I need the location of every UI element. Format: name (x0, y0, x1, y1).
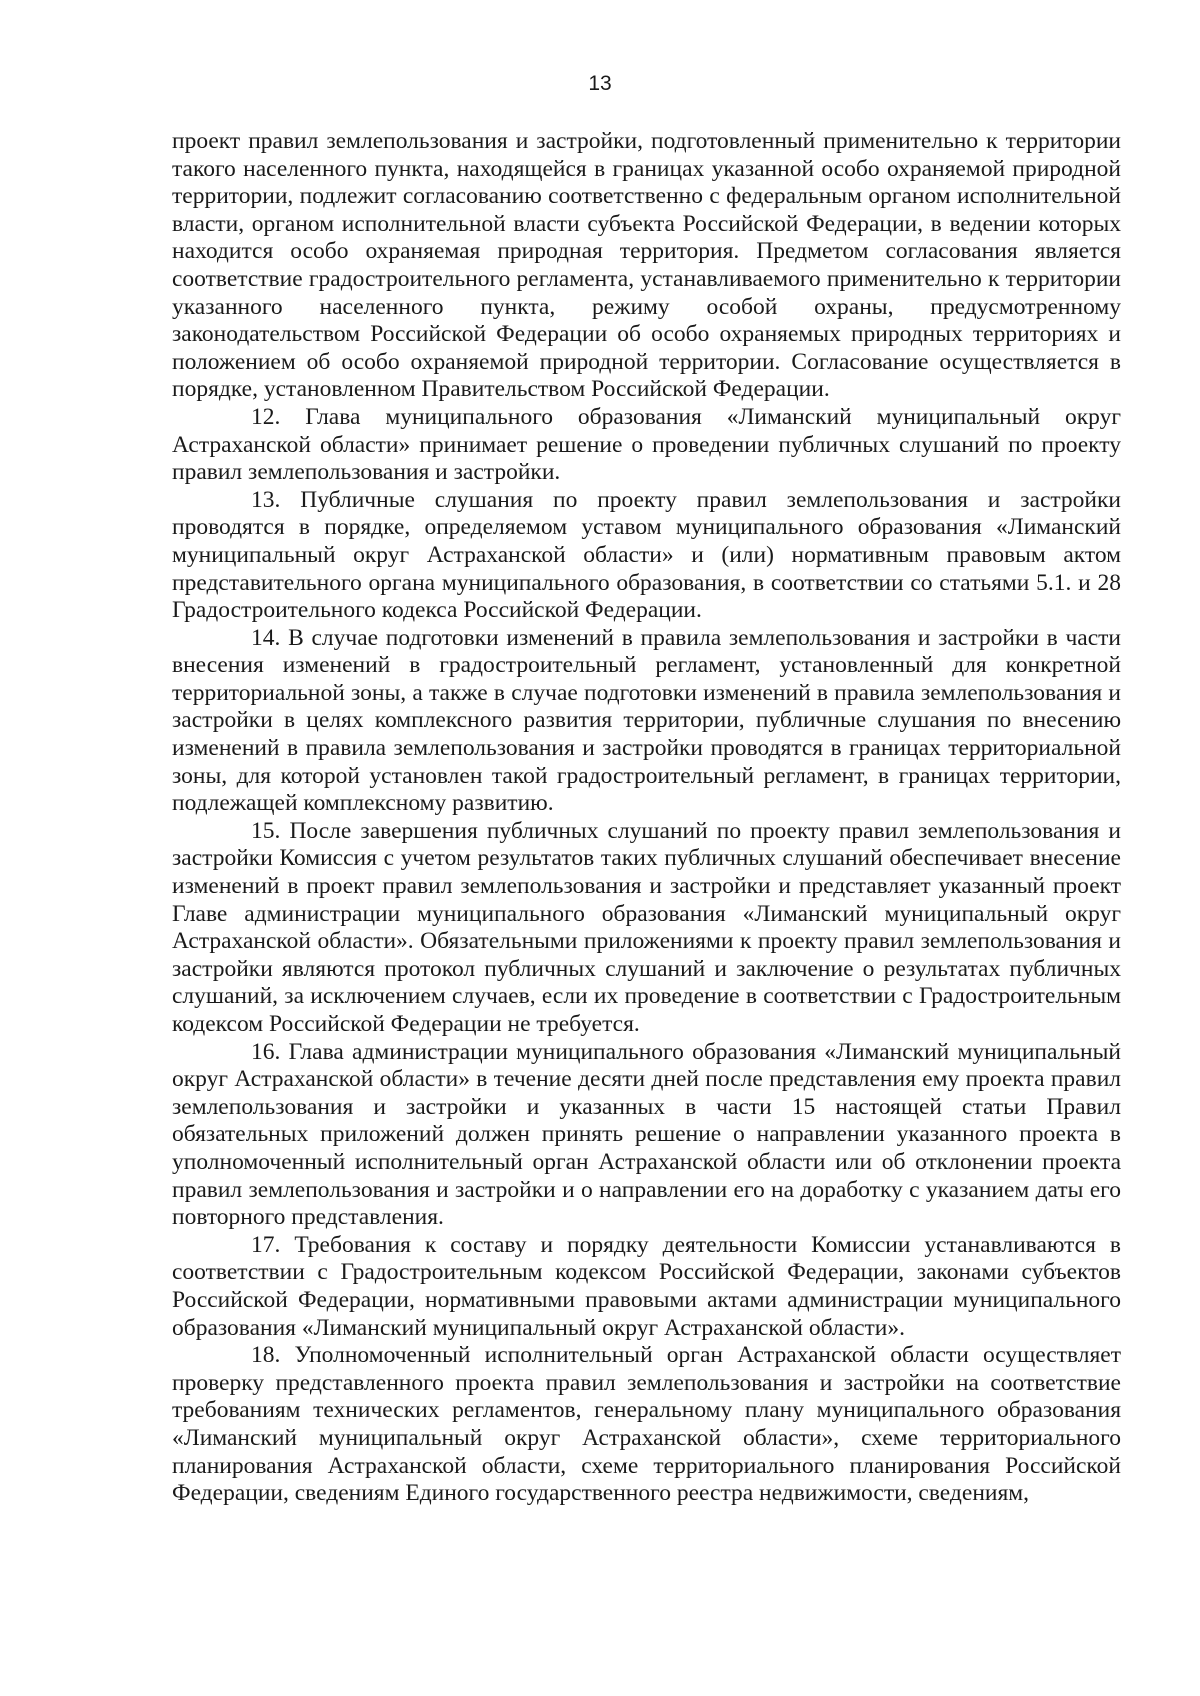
document-body (172, 128, 1121, 1508)
paragraph-item-17: 17. Требования к составу и порядку деятельности Комиссии устанавливаются в соответствии с Градостроительным кодексом Российской Федерации, законами субъектов Российской Федерации, нормативными правовыми актами администрации муниципального образования «Лиманский муниципальный округ Астраханской области». (172, 1231, 1121, 1341)
page-number: 13 (588, 72, 612, 95)
paragraph-item-18: 18. Уполномоченный исполнительный орган Астраханской области осуществляет проверку представленного проекта правил землепользования и застройки на соответствие требованиям технических регламентов, генеральному плану муниципального образования «Лиманский муниципальный округ Астраханской области», схеме территориального планирования Астраханской области, схеме территориального планирования Российской Федерации, сведениям Единого государственного реестра недвижимости, сведениям, (172, 1342, 1121, 1507)
paragraph-item-16: 16. Глава администрации муниципального образования «Лиманский муниципальный округ Астраханской области» в течение десяти дней после представления ему проекта правил землепользования и застройки и указанных в части 15 настоящей статьи Правил обязательных приложений должен принять решение о направлении указанного проекта в уполномоченный исполнительный орган Астраханской области или об отклонении проекта правил землепользования и застройки и о направлении его на доработку с указанием даты его повторного представления. (172, 1038, 1121, 1231)
paragraph-continuation: проект правил землепользования и застройки, подготовленный применительно к территории такого населенного пункта, находящейся в границах указанной особо охраняемой природной территории, подлежит согласованию соответственно с федеральным органом исполнительной власти, органом исполнительной власти субъекта Российской Федерации, в ведении которых находится особо охраняемая природная территория. Предметом согласования является соответствие градостроительного регламента, устанавливаемого применительно к территории указанного населенного пункта, режиму особой охраны, предусмотренному законодательством Российской Федерации об особо охраняемых природных территориях и положением об особо охраняемой природной территории. Согласование осуществляется в порядке, установленном Правительством Российской Федерации. (172, 128, 1121, 403)
paragraph-item-14: 14. В случае подготовки изменений в правила землепользования и застройки в части внесения изменений в градостроительный регламент, установленный для конкретной территориальной зоны, а также в случае подготовки изменений в правила землепользования и застройки в целях комплексного развития территории, публичные слушания по внесению изменений в правила землепользования и застройки проводятся в границах территориальной зоны, для которой установлен такой градостроительный регламент, в границах территории, подлежащей комплексному развитию. (172, 624, 1121, 817)
paragraph-item-12: 12. Глава муниципального образования «Лиманский муниципальный округ Астраханской области» принимает решение о проведении публичных слушаний по проекту правил землепользования и застройки. (172, 403, 1121, 486)
paragraph-item-13: 13. Публичные слушания по проекту правил землепользования и застройки проводятся в порядке, определяемом уставом муниципального образования «Лиманский муниципальный округ Астраханской области» и (или) нормативным правовым актом представительного органа муниципального образования, в соответствии со статьями 5.1. и 28 Градостроительного кодекса Российской Федерации. (172, 486, 1121, 624)
paragraph-item-15: 15. После завершения публичных слушаний по проекту правил землепользования и застройки Комиссия с учетом результатов таких публичных слушаний обеспечивает внесение изменений в проект правил землепользования и застройки и представляет указанный проект Главе администрации муниципального образования «Лиманский муниципальный округ Астраханской области». Обязательными приложениями к проекту правил землепользования и застройки являются протокол публичных слушаний и заключение о результатах публичных слушаний, за исключением случаев, если их проведение в соответствии с Градостроительным кодексом Российской Федерации не требуется. (172, 817, 1121, 1037)
